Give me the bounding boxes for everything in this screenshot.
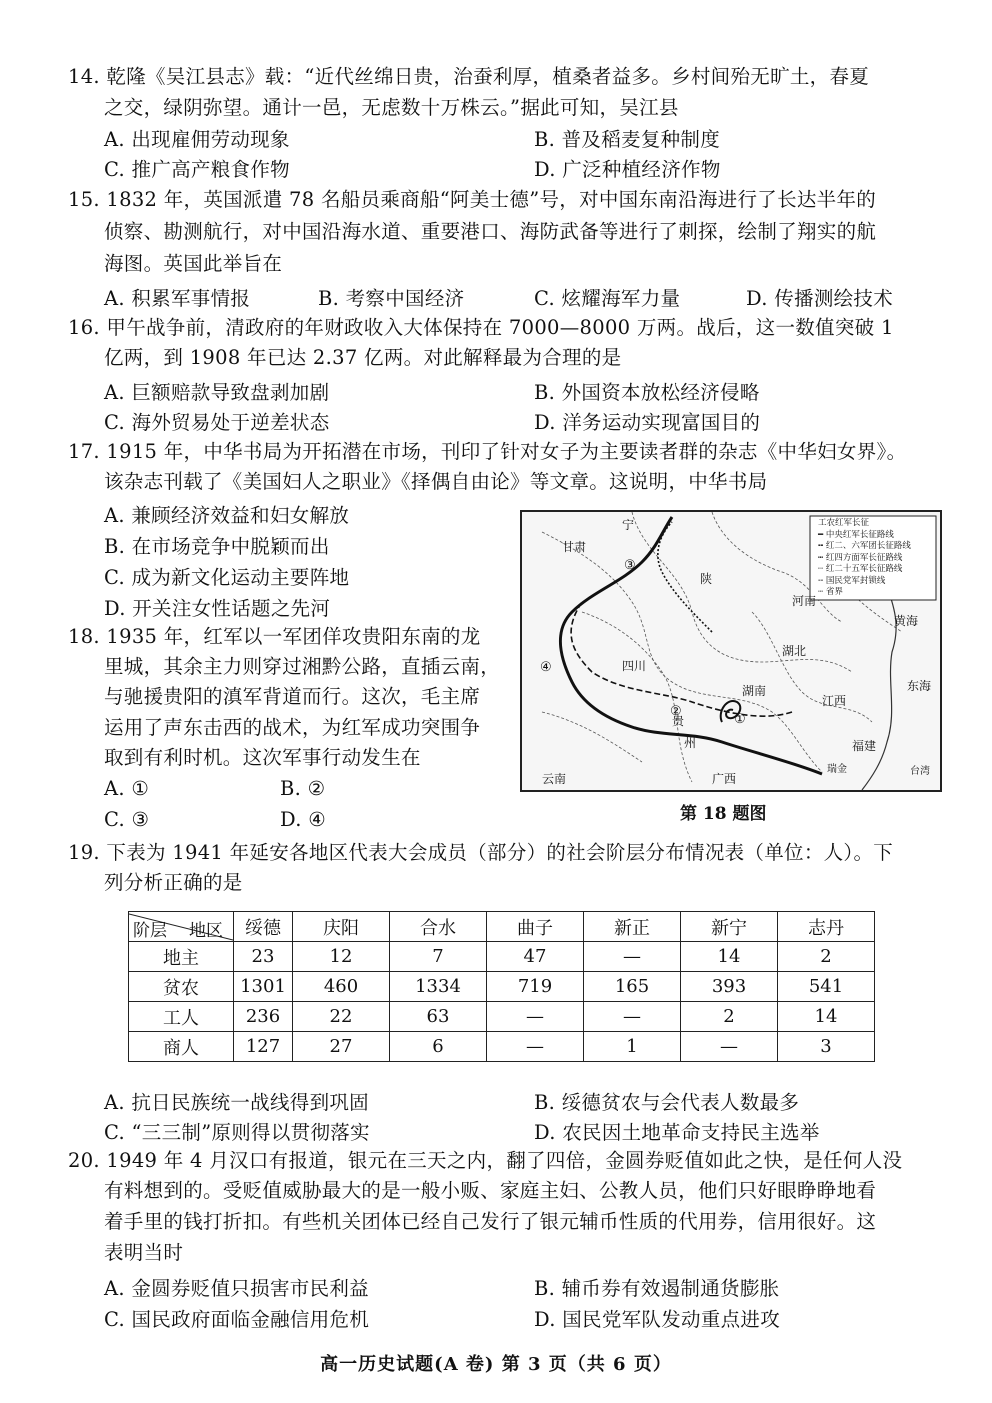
q17-option-b: B. 在市场竞争中脱颖而出 <box>104 535 330 558</box>
map-marker-2: ② <box>670 704 682 719</box>
map-legend <box>818 518 911 599</box>
table-cell: 719 <box>487 972 584 1002</box>
legend-item-2: ╍ 红二、六军团长征路线 <box>818 541 911 551</box>
q15-stem-line1: 15. 1832 年，英国派遣 78 名船员乘商船“阿美士德”号，对中国东南沿海进行了长达半年的 <box>68 188 877 211</box>
map-label-guangxi: 广西 <box>712 772 737 786</box>
legend-label-5: 国民党军封锁线 <box>825 575 886 586</box>
map-label-zhou: 州 <box>684 736 697 750</box>
map-label-yunnan: 云南 <box>542 772 567 786</box>
q16-option-d: D. 洋务运动实现富国目的 <box>534 411 761 434</box>
table-cell: 63 <box>390 1002 487 1032</box>
table-cell: 3 <box>778 1032 875 1062</box>
map-label-gansu: 甘肃 <box>562 540 587 554</box>
figure-caption: 第 18 题图 <box>680 804 767 824</box>
legend-title: 工农红军长征 <box>818 518 870 528</box>
table-cell: — <box>681 1032 778 1062</box>
row-label: 商人 <box>129 1032 234 1062</box>
q17-stem-line2: 该杂志刊载了《美国妇人之职业》《择偶自由论》等文章。这说明，中华书局 <box>104 470 768 493</box>
table-row <box>129 1032 875 1062</box>
q18-option-d: D. ④ <box>280 808 327 831</box>
q20-option-b: B. 辅币券有效遏制通货膨胀 <box>534 1277 780 1300</box>
map-label-huanghai: 黄海 <box>894 614 919 628</box>
table-cell: — <box>584 1002 681 1032</box>
q19-option-b: B. 绥德贫农与会代表人数最多 <box>534 1091 800 1114</box>
q15-option-a: A. 积累军事情报 <box>104 287 251 310</box>
legend-label-4: 红二十五军长征路线 <box>825 564 903 574</box>
q19-stem-line2: 列分析正确的是 <box>104 871 243 894</box>
legend-item-4: ┈ 红二十五军长征路线 <box>818 564 903 574</box>
q18-stem-line2: 里城，其余主力则穿过湘黔公路，直插云南， <box>104 655 501 678</box>
map-label-hunan: 湖南 <box>742 684 767 698</box>
q19-stem-line1: 19. 下表为 1941 年延安各地区代表大会成员（部分）的社会阶层分布情况表（单位：人）。下 <box>68 841 894 864</box>
q17-stem-line1: 17. 1915 年，中华书局为开拓潜在市场，刊印了针对女子为主要读者群的杂志《中华妇女界》。 <box>68 440 907 463</box>
col-header: 新宁 <box>681 912 778 942</box>
header-layer: 阶层 <box>133 921 167 941</box>
col-header: 庆阳 <box>293 912 390 942</box>
table-cell: — <box>487 1032 584 1062</box>
q17-option-d: D. 开关注女性话题之先河 <box>104 597 331 620</box>
legend-label-2: 红二、六军团长征路线 <box>825 541 911 551</box>
map-label-fujian: 福建 <box>852 739 877 753</box>
table-cell: 14 <box>681 942 778 972</box>
table-cell: 541 <box>778 972 875 1002</box>
q15-stem-line3: 海图。英国此举旨在 <box>104 252 283 275</box>
q16-option-b: B. 外国资本放松经济侵略 <box>534 381 760 404</box>
table-cell: 12 <box>293 942 390 972</box>
q18-option-b: B. ② <box>280 777 326 800</box>
q18-stem-line3: 与驰援贵阳的滇军背道而行。这次，毛主席 <box>104 685 481 708</box>
page-footer: 高一历史试题(A 卷) 第 3 页（共 6 页） <box>320 1354 672 1375</box>
row-label: 地主 <box>129 942 234 972</box>
q16-stem-line2: 亿两，到 1908 年已达 2.37 亿两。对此解释最为合理的是 <box>104 346 622 369</box>
table-cell: — <box>584 942 681 972</box>
q19-option-a: A. 抗日民族统一战线得到巩固 <box>104 1091 369 1114</box>
legend-item-6: ┄ 省界 <box>818 587 843 597</box>
col-header: 新正 <box>584 912 681 942</box>
table-row <box>129 942 875 972</box>
table-cell: 14 <box>778 1002 875 1032</box>
q19-option-d: D. 农民因土地革命支持民主选举 <box>534 1121 820 1144</box>
row-label: 工人 <box>129 1002 234 1032</box>
table-cell: — <box>487 1002 584 1032</box>
table-cell: 127 <box>234 1032 293 1062</box>
col-header: 合水 <box>390 912 487 942</box>
legend-item-5: ╌ 国民党军封锁线 <box>818 575 886 586</box>
q14-option-a: A. 出现雇佣劳动现象 <box>104 128 290 151</box>
q16-stem-line1: 16. 甲午战争前，清政府的年财政收入大体保持在 7000—8000 万两。战后，这一数值突破 1 <box>68 316 894 339</box>
q14-option-d: D. 广泛种植经济作物 <box>534 158 721 181</box>
table-cell: 7 <box>390 942 487 972</box>
q20-stem-line1: 20. 1949 年 4 月汉口有报道，银元在三天之内，翻了四倍，金圆券贬值如此之快，是任何人没 <box>68 1149 903 1172</box>
legend-label-3: 红四方面军长征路线 <box>825 552 903 563</box>
table-cell: 6 <box>390 1032 487 1062</box>
q14-option-c: C. 推广高产粮食作物 <box>104 158 290 181</box>
map-marker-1: ① <box>734 712 746 727</box>
q20-stem-line4: 表明当时 <box>104 1241 184 1264</box>
q18-stem-line5: 取到有利时机。这次军事行动发生在 <box>104 746 421 769</box>
map-label-sichuan: 四川 <box>622 659 647 673</box>
map-label-jiangxi: 江西 <box>822 694 847 708</box>
q18-stem-line1: 18. 1935 年，红军以一军团佯攻贵阳东南的龙 <box>68 625 481 648</box>
table-cell: 23 <box>234 942 293 972</box>
col-header: 绥德 <box>234 912 293 942</box>
q20-option-a: A. 金圆券贬值只损害市民利益 <box>104 1277 369 1300</box>
q20-stem-line3: 着手里的钱打折扣。有些机关团体已经自己发行了银元辅币性质的代用券，信用很好。这 <box>104 1210 877 1233</box>
legend-label-1: 中央红军长征路线 <box>825 529 894 540</box>
table-cell: 1334 <box>390 972 487 1002</box>
q20-stem-line2: 有料想到的。受贬值威胁最大的是一般小贩、家庭主妇、公教人员，他们只好眼睁睁地看 <box>104 1179 877 1202</box>
map-label-hubei: 湖北 <box>782 644 807 658</box>
legend-label-6: 省界 <box>825 587 843 597</box>
table-cell: 2 <box>778 942 875 972</box>
table-cell: 1301 <box>234 972 293 1002</box>
diagonal-header-cell <box>129 912 234 942</box>
q15-option-d: D. 传播测绘技术 <box>746 287 894 310</box>
q15-option-b: B. 考察中国经济 <box>318 287 465 310</box>
map-marker-4: ④ <box>540 660 552 675</box>
table-cell: 27 <box>293 1032 390 1062</box>
q14-option-b: B. 普及稻麦复种制度 <box>534 128 721 151</box>
map-marker-3: ③ <box>624 558 636 573</box>
long-march-map <box>520 510 942 792</box>
q19-option-c: C. “三三制”原则得以贯彻落实 <box>104 1121 370 1144</box>
q18-option-c: C. ③ <box>104 808 150 831</box>
map-label-shaanxi: 陕 <box>700 572 713 586</box>
table-cell: 22 <box>293 1002 390 1032</box>
row-label: 贫农 <box>129 972 234 1002</box>
table-cell: 393 <box>681 972 778 1002</box>
table-header-row <box>129 912 875 942</box>
map-label-henan: 河南 <box>792 594 817 608</box>
table-cell: 47 <box>487 942 584 972</box>
q14-stem-line2: 之交，绿阴弥望。通计一邑，无虑数十万株云。”据此可知，吴江县 <box>104 96 679 119</box>
header-region: 地区 <box>189 921 223 941</box>
col-header: 志丹 <box>778 912 875 942</box>
table-cell: 2 <box>681 1002 778 1032</box>
q18-option-a: A. ① <box>104 777 150 800</box>
col-header: 曲子 <box>487 912 584 942</box>
map-label-donghai: 东海 <box>907 679 932 693</box>
q14-stem-line1: 14. 乾隆《吴江县志》载：“近代丝绵日贵，治蚕利厚，植桑者益多。乡村间殆无旷土，春夏 <box>68 65 870 88</box>
q15-option-c: C. 炫耀海军力量 <box>534 287 681 310</box>
table-cell: 165 <box>584 972 681 1002</box>
table-cell: 236 <box>234 1002 293 1032</box>
q18-stem-line4: 运用了声东击西的战术，为红军成功突围争 <box>104 716 481 739</box>
q20-option-d: D. 国民党军队发动重点进攻 <box>534 1308 781 1331</box>
table-row <box>129 972 875 1002</box>
q16-option-c: C. 海外贸易处于逆差状态 <box>104 411 330 434</box>
map-label-guizhou: 贵 <box>672 714 685 728</box>
map-label-ningxia: 宁 <box>622 518 635 532</box>
q15-stem-line2: 侦察、勘测航行，对中国沿海水道、重要港口、海防武备等进行了刺探，绘制了翔实的航 <box>104 220 877 243</box>
representative-table <box>128 911 875 1062</box>
q20-option-c: C. 国民政府面临金融信用危机 <box>104 1308 370 1331</box>
q17-option-c: C. 成为新文化运动主要阵地 <box>104 566 350 589</box>
table-row <box>129 1002 875 1032</box>
q16-option-a: A. 巨额赔款导致盘剥加剧 <box>104 381 330 404</box>
map-label-ruijin: 瑞金 <box>827 764 847 775</box>
table-cell: 1 <box>584 1032 681 1062</box>
map-label-taiwan: 台湾 <box>910 766 930 777</box>
q17-option-a: A. 兼顾经济效益和妇女解放 <box>104 504 350 527</box>
legend-item-1: ━ 中央红军长征路线 <box>818 529 894 540</box>
legend-item-3: ┅ 红四方面军长征路线 <box>818 552 903 563</box>
table-cell: 460 <box>293 972 390 1002</box>
